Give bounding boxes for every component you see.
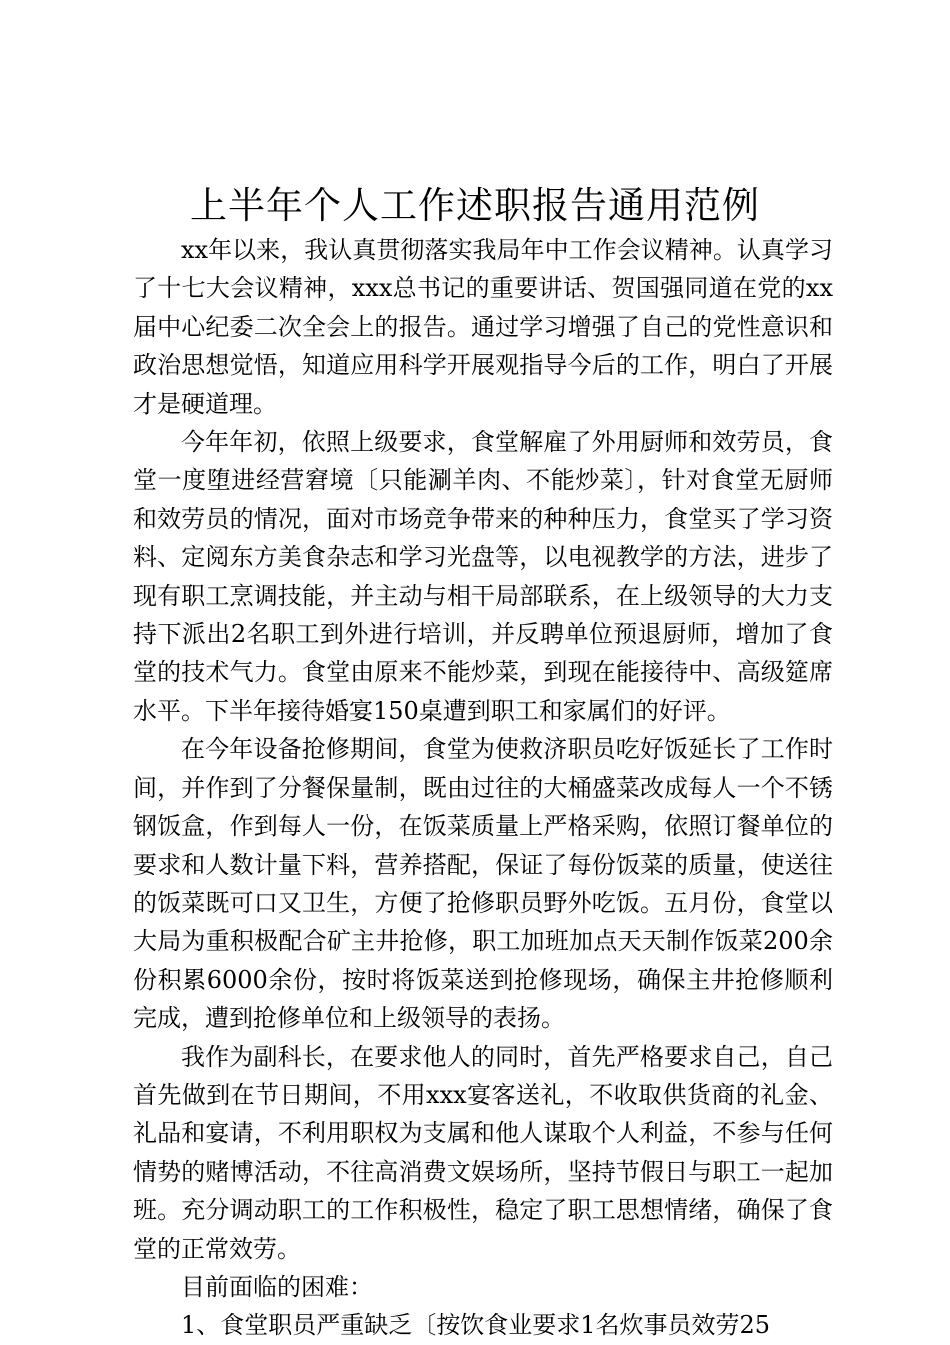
document-body (133, 231, 833, 1345)
document-title: 上半年个人工作述职报告通用范例 (190, 184, 760, 227)
paragraph-1: xx年以来，我认真贯彻落实我局年中工作会议精神。认真学习了十七大会议精神，xxx总书记的重要讲话、贺国强同道在党的xx届中心纪委二次全会上的报告。通过学习增强了自己的党性意识和政治思想觉悟，知道应用科学开展观指导今后的工作，明白了开展才是硬道理。 (133, 236, 833, 418)
paragraph-5: 目前面临的困难： (181, 1272, 373, 1301)
paragraph-4: 我作为副科长，在要求他人的同时，首先严格要求自己，自己首先做到在节日期间，不用xxx宴客送礼，不收取供货商的礼金、礼品和宴请，不利用职权为支属和他人谋取个人利益，不参与任何情势的赌博活动，不往高消费文娱场所，坚持节假日与职工一起加班。充分调动职工的工作积极性，稳定了职工思想情绪，确保了食堂的正常效劳。 (133, 1042, 833, 1263)
paragraph-2: 今年年初，依照上级要求，食堂解雇了外用厨师和效劳员，食堂一度堕进经营窘境〔只能涮羊肉、不能炒菜〕，针对食堂无厨师和效劳员的情况，面对市场竞争带来的种种压力，食堂买了学习资料、定阅东方美食杂志和学习光盘等，以电视教学的方法，进步了现有职工烹调技能，并主动与相干局部联系，在上级领导的大力支持下派出2名职工到外进行培训，并反聘单位预退厨师，增加了食堂的技术气力。食堂由原来不能炒菜，到现在能接待中、高级筵席水平。下半年接待婚宴150桌遭到职工和家属们的好评。 (133, 428, 833, 725)
paragraph-6: 1、食堂职员严重缺乏〔按饮食业要求1名炊事员效劳25 (181, 1311, 771, 1340)
paragraph-3: 在今年设备抢修期间，食堂为使救济职员吃好饭延长了工作时间，并作到了分餐保量制，既由过往的大桶盛菜改成每人一个不锈钢饭盒，作到每人一份，在饭菜质量上严格采购，依照订餐单位的要求和人数计量下料，营养搭配，保证了每份饭菜的质量，使送往的饭菜既可口又卫生，方便了抢修职员野外吃饭。五月份，食堂以大局为重积极配合矿主井抢修，职工加班加点天天制作饭菜200余份积累6000余份，按时将饭菜送到抢修现场，确保主井抢修顺利完成，遭到抢修单位和上级领导的表扬。 (133, 735, 833, 1033)
